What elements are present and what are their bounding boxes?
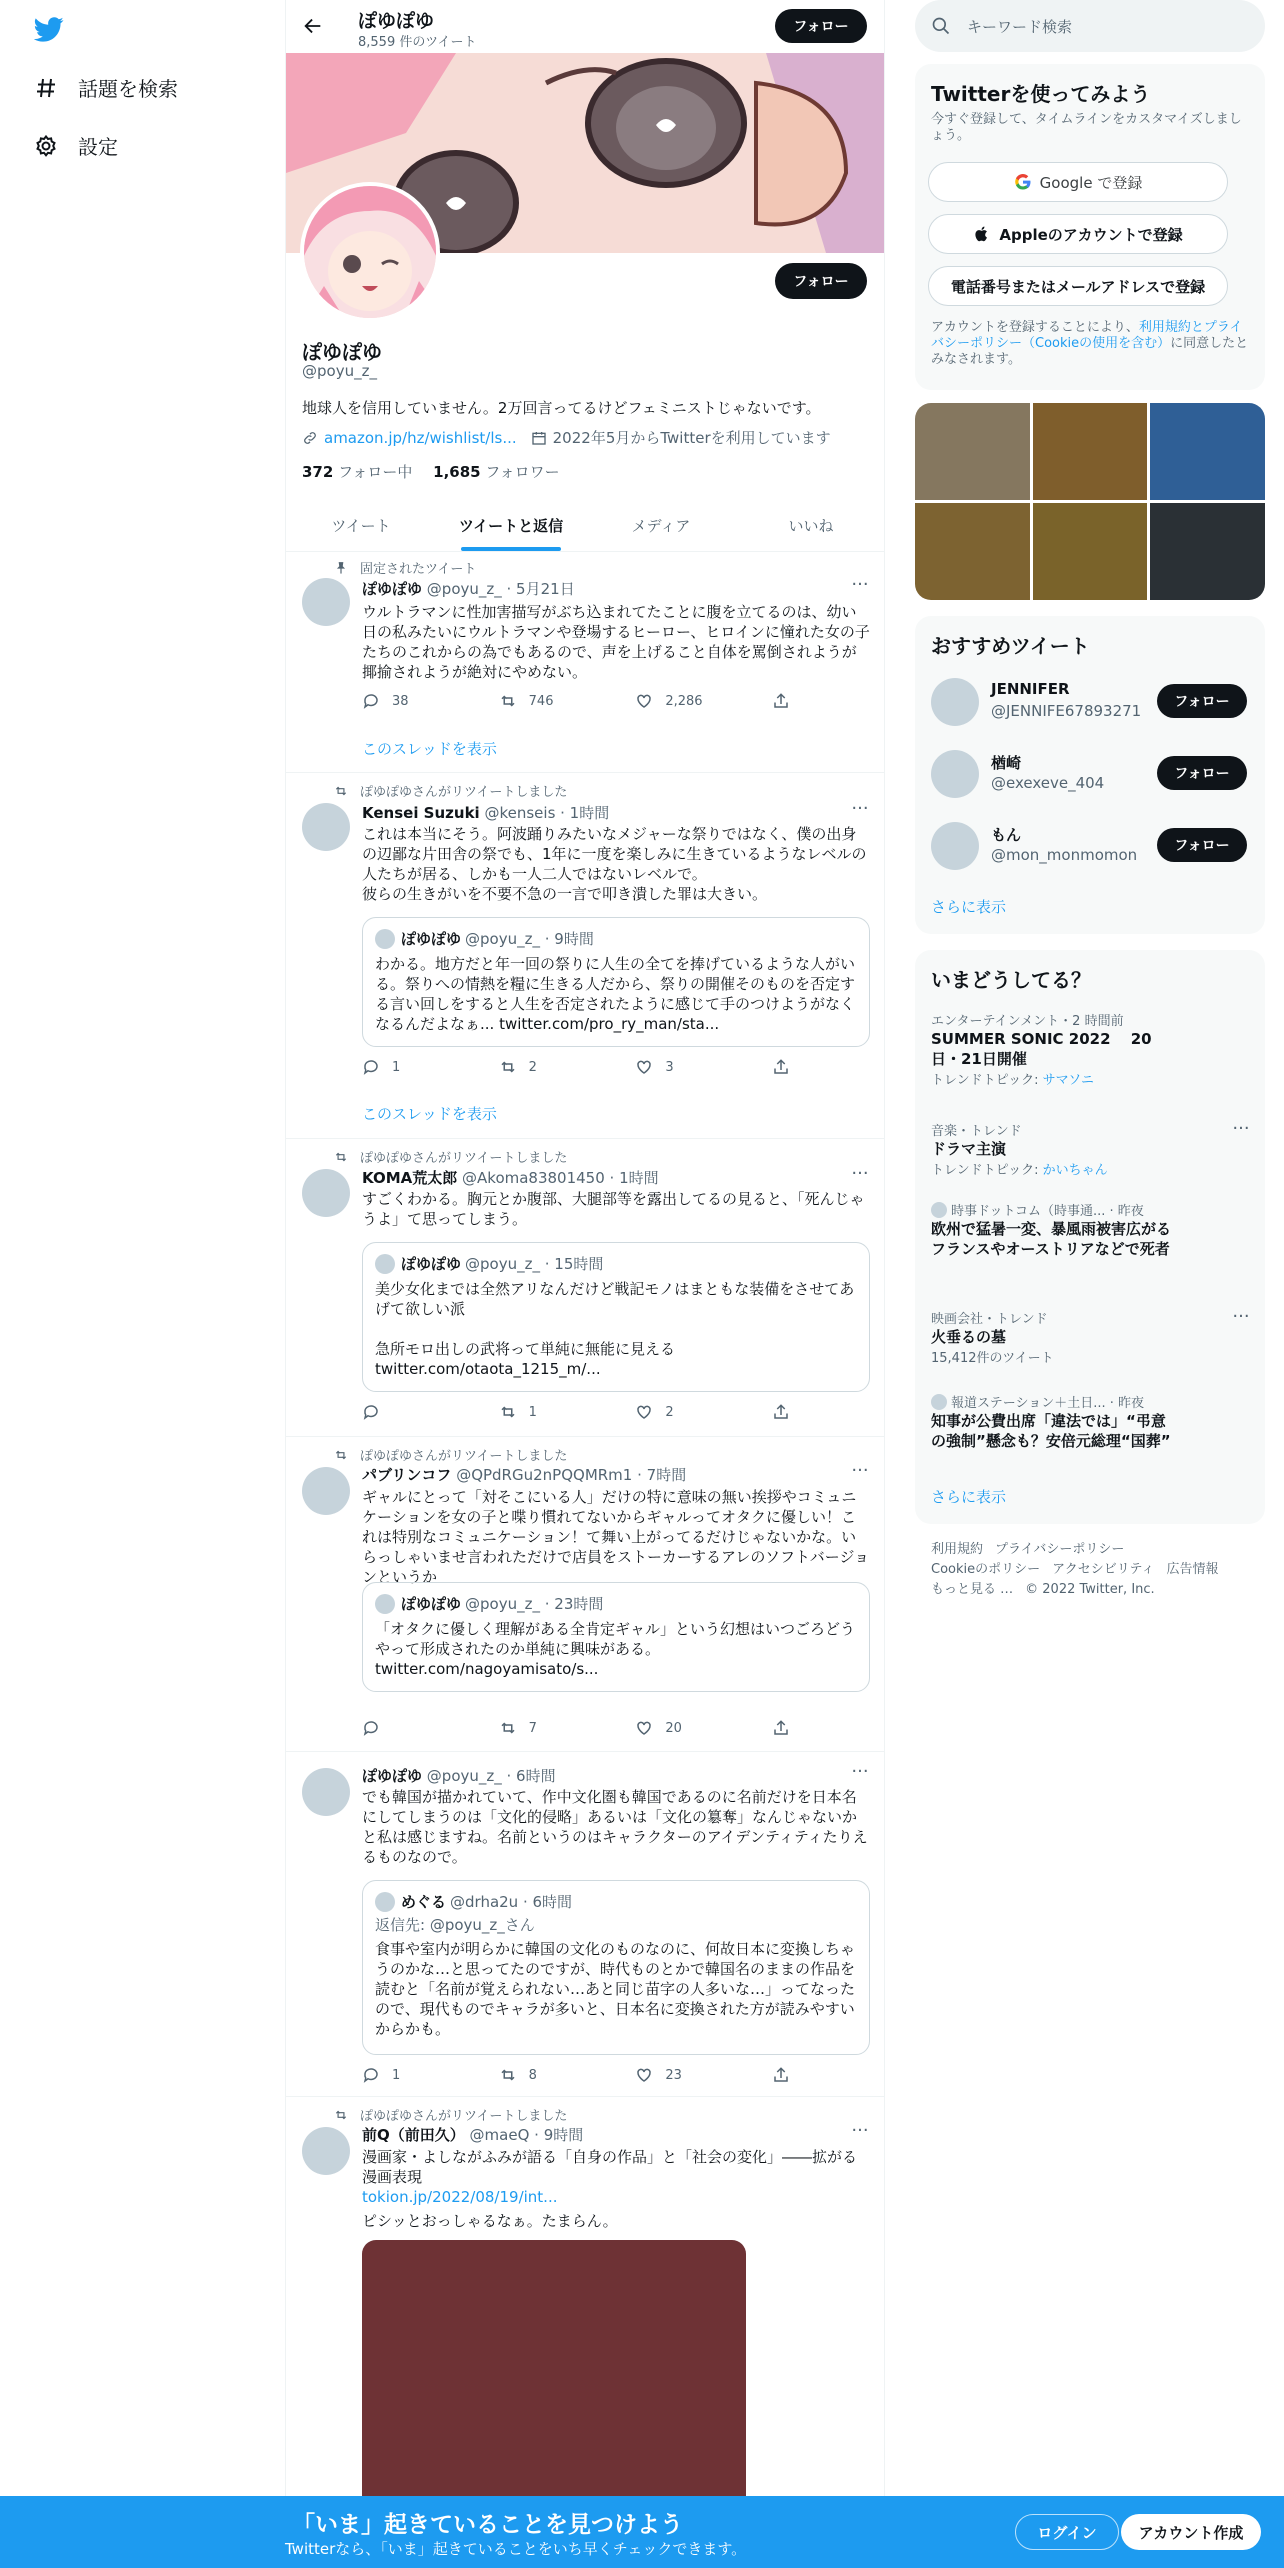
rec-name: JENNIFER — [991, 680, 1070, 698]
profile-topbar — [286, 0, 885, 53]
link-icon — [302, 430, 318, 446]
apple-icon — [973, 225, 991, 243]
trends-title: いまどうしてる？ — [931, 968, 1091, 992]
signup-subtitle: 今すぐ登録して、タイムラインをカスタマイズしましょう。 — [931, 112, 1242, 143]
phone-email-signup-button[interactable]: 電話番号またはメールアドレスで登録 — [928, 266, 1228, 306]
quoted-tweet[interactable] — [362, 1242, 870, 1392]
share-icon — [772, 2066, 790, 2084]
reply-icon — [362, 1058, 380, 1076]
source-avatar — [931, 1394, 947, 1410]
rec-name: 楢崎 — [991, 754, 1022, 772]
avatar-illustration — [304, 186, 436, 318]
footer-link[interactable]: プライバシーポリシー — [995, 1542, 1125, 1557]
nav-settings-label: 設定 — [78, 135, 118, 159]
recommended-user[interactable] — [931, 672, 1251, 732]
retweet-icon — [334, 1150, 348, 1164]
footer-link[interactable]: アクセシビリティ — [1052, 1562, 1155, 1577]
signup-panel — [915, 64, 1265, 390]
quote-text: わかる。地方だと年一回の祭りに人生の全てを捧げているような人がいる。祭りへの情熱を糧に生きる人だから、祭りの開催そのものを否定する言い回しをすると人生を否定されたように感じて手のつけようがなくなるんだよなぁ... twitter.com/pro_ry_man/sta... — [375, 955, 856, 1033]
show-thread-link[interactable]: このスレッドを表示 — [362, 740, 497, 758]
bottom-bar-title: 「いま」起きていることを見つけよう — [292, 2512, 683, 2538]
quote-avatar — [375, 1594, 395, 1614]
avatar[interactable] — [302, 578, 350, 626]
retweet-icon — [334, 1448, 348, 1462]
quote-reply-to: 返信先: @poyu_z_さん — [375, 1916, 535, 1934]
quote-header: ぽゆぽゆ @poyu_z_ · 23時間 — [375, 1593, 603, 1614]
apple-signup-button[interactable]: Appleのアカウントで登録 — [928, 214, 1228, 254]
more-options-icon[interactable]: ··· — [851, 798, 869, 819]
more-options-icon[interactable]: ··· — [1232, 1306, 1250, 1327]
avatar[interactable] — [302, 1467, 350, 1515]
media-grid — [915, 403, 1265, 600]
tweet[interactable] — [286, 2097, 885, 2500]
show-more-link[interactable]: さらに表示 — [931, 1488, 1007, 1506]
avatar[interactable] — [302, 1768, 350, 1816]
trend-item[interactable]: 音楽・トレンド ドラマ主演 トレンドトピック: かいちゃん ··· — [931, 1118, 1250, 1178]
media-thumb[interactable] — [1033, 403, 1148, 500]
following-link[interactable]: 372 フォロー中 — [302, 463, 413, 481]
share-icon — [772, 1058, 790, 1076]
reply-icon — [362, 1403, 380, 1421]
reply-button[interactable]: 38 — [362, 692, 472, 710]
search-placeholder: キーワード検索 — [967, 17, 1073, 36]
reply-icon — [362, 2066, 380, 2084]
reply-button[interactable] — [362, 1403, 472, 1421]
share-icon — [772, 692, 790, 710]
heart-icon — [635, 692, 653, 710]
share-button[interactable] — [772, 1403, 802, 1421]
quote-avatar — [375, 1254, 395, 1274]
retweet-icon — [499, 1403, 517, 1421]
retweet-icon — [499, 692, 517, 710]
tweet-social-context: ぽゆぽゆさんがリツイートしました — [334, 1445, 567, 1464]
google-signup-button[interactable]: Google で登録 — [928, 162, 1228, 202]
heart-icon — [635, 1058, 653, 1076]
avatar[interactable] — [302, 803, 350, 851]
tweet-header: Kensei Suzuki @kenseis · 1時間 — [362, 804, 610, 822]
avatar[interactable] — [302, 1169, 350, 1217]
profile-handle: @poyu_z_ — [302, 362, 377, 380]
reply-button[interactable] — [362, 1719, 472, 1737]
trend-item[interactable]: 映画会社・トレンド 火垂るの墓 15,412件のツイート ··· — [931, 1306, 1250, 1366]
more-options-icon[interactable]: ··· — [851, 1163, 869, 1184]
retweet-button[interactable]: 7 — [499, 1719, 609, 1737]
recommended-title: おすすめツイート — [931, 634, 1090, 658]
tweet-text: 漫画家・よしながふみが語る「自身の作品」と「社会の変化」――拡がる漫画表現 tokion.jp/2022/08/19/int... — [362, 2148, 858, 2206]
recommended-user[interactable] — [931, 816, 1251, 876]
recommended-user[interactable] — [931, 744, 1251, 804]
quote-header: めぐる @drha2u · 6時間 — [375, 1891, 572, 1912]
quoted-tweet[interactable] — [362, 917, 870, 1047]
tweet-actions — [362, 1403, 802, 1421]
retweet-button[interactable]: 1 — [499, 1403, 609, 1421]
terms-link[interactable]: 利用規約とプライバシーポリシー（Cookieの使用を含む） — [931, 320, 1243, 351]
tab-media[interactable]: メディア — [631, 517, 691, 535]
tweet-text: でも韓国が描かれていて、作中文化圏も韓国であるのに名前だけを日本名にしてしまうのは「文化的侵略」あるいは「文化の簒奪」なんじゃないかと私は感じますね。名前というのはキャラクターのアイデンティティたりえるものなので。 — [362, 1788, 868, 1866]
tweet[interactable] — [286, 1437, 885, 1752]
tweet-actions — [362, 692, 802, 710]
calendar-icon — [531, 430, 547, 446]
quote-text: 「オタクに優しく理解がある全肯定ギャル」という幻想はいつごろどうやって形成されたのか単純に興味がある。 twitter.com/nagoyamisato/s... — [375, 1620, 856, 1678]
main-column — [285, 0, 885, 2500]
rec-handle: @exexeve_404 — [991, 774, 1105, 792]
bottom-signup-bar — [0, 2496, 1284, 2568]
avatar — [931, 750, 979, 798]
share-icon — [772, 1403, 790, 1421]
retweet-icon — [499, 1058, 517, 1076]
tweet[interactable] — [286, 552, 885, 773]
quote-avatar — [375, 1892, 395, 1912]
follow-button[interactable]: フォロー — [775, 263, 867, 299]
profile-bio: 地球人を信用していません。2万回言ってるけどフェミニストじゃないです。 — [302, 399, 821, 417]
twitter-logo-icon[interactable] — [34, 14, 64, 44]
profile-name: ぽゆぽゆ — [302, 340, 382, 364]
signup-terms: アカウントを登録することにより、利用規約とプライバシーポリシー（Cookieの使用を含む）に同意したとみなされます。 — [931, 320, 1249, 367]
tweet[interactable] — [286, 1139, 885, 1437]
tweet-link[interactable]: tokion.jp/2022/08/19/int... — [362, 2188, 558, 2206]
copyright: © 2022 Twitter, Inc. — [1025, 1582, 1155, 1597]
retweet-icon — [499, 1719, 517, 1737]
like-button[interactable]: 2 — [635, 1403, 745, 1421]
follow-button[interactable]: フォロー — [1157, 684, 1247, 718]
quote-header: ぽゆぽゆ @poyu_z_ · 9時間 — [375, 928, 594, 949]
pin-icon — [334, 561, 348, 575]
nav-explore-label: 話題を検索 — [78, 77, 178, 101]
google-icon — [1014, 173, 1032, 191]
share-button[interactable] — [772, 692, 802, 710]
gear-icon — [34, 134, 58, 158]
footer-link[interactable]: 広告情報 — [1166, 1562, 1219, 1577]
quoted-tweet[interactable] — [362, 1880, 870, 2055]
tweet-social-context: 固定されたツイート — [334, 558, 476, 577]
share-button[interactable] — [772, 2066, 802, 2084]
quoted-tweet[interactable] — [362, 1582, 870, 1692]
profile-link[interactable]: amazon.jp/hz/wishlist/ls... — [324, 428, 517, 447]
media-thumb[interactable] — [915, 503, 1030, 600]
rec-handle: @JENNIFE67893271 — [991, 702, 1142, 720]
like-button[interactable]: 2,286 — [635, 692, 745, 710]
topbar-tweet-count: 8,559 件のツイート — [358, 35, 477, 50]
profile-follow-counts — [302, 461, 560, 482]
signup-title: Twitterを使ってみよう — [931, 82, 1151, 106]
reply-button[interactable]: 1 — [362, 2066, 472, 2084]
tweet-text: ギャルにとって「対そこにいる人」だけの特に意味の無い挨拶やコミュニケーションを女の子と喋り慣れてないからギャルってオタクに優しい！これは特別なコミュニケーション！て舞い上がってるだけじゃないかな。いらっしゃいませ言われただけで店員をストーカーするアレのソフトバージョンというか — [362, 1488, 870, 1586]
tweet-text-comment: ピシッとおっしゃるなぁ。たまらん。 — [362, 2212, 618, 2230]
quote-avatar — [375, 929, 395, 949]
quote-text: 美少女化までは全然アリなんだけど戦記モノはまともな装備をさせてあげて欲しい派 急所モロ出しの武将って単純に無能に見える twitter.com/otaota_1215_m/... — [375, 1280, 855, 1378]
media-thumb[interactable] — [915, 403, 1030, 500]
footer-link[interactable]: 利用規約 — [931, 1542, 984, 1557]
quote-text: 食事や室内が明らかに韓国の文化のものなのに、何故日本に変換しちゃうのかな…と思ってたのですが、時代ものとかで韓国名のままの作品を読むと「名前が覚えられない…あと同じ苗字の人多いな…」ってなったので、現代ものでキャラが多いと、日本名に変換された方が読みやすいからかも。 — [375, 1940, 856, 2038]
follow-button[interactable]: フォロー — [1157, 828, 1247, 862]
tab-likes[interactable]: いいね — [788, 517, 834, 535]
avatar[interactable] — [302, 2127, 350, 2175]
tweet-text: すごくわかる。胸元とか腹部、大腿部等を露出してるの見ると、「死んじゃうよ」て思ってしまう。 — [362, 1190, 865, 1228]
recommended-panel — [915, 616, 1265, 934]
topbar-name: ぽゆぽゆ — [358, 10, 435, 32]
tweet-header: ぽゆぽゆ @poyu_z_ · 6時間 — [362, 1767, 556, 1785]
tweet-actions — [362, 2066, 802, 2084]
retweet-icon — [334, 2108, 348, 2122]
avatar — [931, 822, 979, 870]
more-options-icon[interactable]: ··· — [851, 574, 869, 595]
retweet-button[interactable]: 8 — [499, 2066, 609, 2084]
heart-icon — [635, 1719, 653, 1737]
retweet-icon — [334, 784, 348, 798]
trends-panel — [915, 950, 1265, 1524]
footer-link[interactable]: もっと見る … — [931, 1582, 1014, 1597]
share-button[interactable] — [772, 1719, 802, 1737]
tweet-header: 前Q（前田久） @maeQ · 9時間 — [362, 2126, 584, 2144]
search-icon — [931, 16, 951, 36]
retweet-button[interactable]: 746 — [499, 692, 609, 710]
create-account-button[interactable]: アカウント作成 — [1121, 2514, 1261, 2550]
tweet-text: ウルトラマンに性加害描写がぶち込まれてたことに腹を立てるのは、幼い日の私みたいにウルトラマンや登場するヒーロー、ヒロインに憧れた女の子たちのこれからの為でもあるので、声を上げること自体を罵倒されようが揶揄されようが絶対にやめない。 — [362, 603, 870, 681]
followers-link[interactable]: 1,685 フォロワー — [433, 463, 560, 481]
media-thumb[interactable] — [1033, 503, 1148, 600]
login-button[interactable]: ログイン — [1015, 2514, 1119, 2550]
retweet-button[interactable]: 2 — [499, 1058, 609, 1076]
media-thumb[interactable] — [1150, 403, 1265, 500]
left-nav — [0, 0, 285, 2568]
follow-button[interactable]: フォロー — [1157, 756, 1247, 790]
share-icon — [772, 1719, 790, 1737]
tweet-header: KOMA荒太郎 @Akoma83801450 · 1時間 — [362, 1169, 659, 1187]
avatar — [931, 678, 979, 726]
tweet-social-context: ぽゆぽゆさんがリツイートしました — [334, 781, 567, 800]
back-arrow-icon[interactable] — [302, 15, 324, 37]
tweet-social-context: ぽゆぽゆさんがリツイートしました — [334, 2105, 567, 2124]
show-more-link[interactable]: さらに表示 — [931, 898, 1007, 916]
profile-joined: 2022年5月からTwitterを利用しています — [552, 429, 831, 447]
tab-tweets[interactable]: ツイート — [331, 517, 391, 535]
tweet-header: ぽゆぽゆ @poyu_z_ · 5月21日 — [362, 580, 575, 598]
tweet-media-image[interactable] — [362, 2240, 746, 2500]
retweet-icon — [499, 2066, 517, 2084]
profile-avatar[interactable] — [300, 182, 440, 322]
more-options-icon[interactable]: ··· — [851, 1761, 869, 1782]
rec-name: もん — [991, 826, 1022, 844]
tweet-social-context: ぽゆぽゆさんがリツイートしました — [334, 1147, 567, 1166]
tweet-actions — [362, 1058, 802, 1076]
nav-explore[interactable] — [34, 73, 178, 102]
tab-tweets-and-replies[interactable]: ツイートと返信 — [436, 500, 586, 551]
tweet-actions — [362, 1719, 802, 1737]
tweet-text: これは本当にそう。阿波踊りみたいなメジャーな祭りではなく、僕の出身の辺鄙な片田舎の祭でも、1年に一度を楽しみに生きているようなレベルの人たちが居る、しかも一人二人ではないレベルで。 彼らの生きがいを不要不急の一言で叩き潰した罪は大きい。 — [362, 825, 867, 903]
more-options-icon[interactable]: ··· — [851, 2120, 869, 2141]
hashtag-icon — [34, 76, 58, 100]
heart-icon — [635, 2066, 653, 2084]
like-button[interactable]: 23 — [635, 2066, 745, 2084]
footer-links — [931, 1540, 1251, 1600]
more-options-icon[interactable]: ··· — [1232, 1118, 1250, 1139]
heart-icon — [635, 1403, 653, 1421]
tweet[interactable] — [286, 773, 885, 1139]
like-button[interactable]: 20 — [635, 1719, 745, 1737]
show-thread-link[interactable]: このスレッドを表示 — [362, 1105, 497, 1123]
tweet-header: パブリンコフ @QPdRGu2nPQQMRm1 · 7時間 — [362, 1466, 687, 1484]
like-button[interactable]: 3 — [635, 1058, 745, 1076]
reply-icon — [362, 1719, 380, 1737]
trend-item[interactable]: 時事ドットコム（時事通... · 昨夜 欧州で猛暑一変、暴風雨被害広がる フランスやオーストリアなどで死者 — [931, 1200, 1251, 1259]
trend-item[interactable]: エンターテインメント・2 時間前 SUMMER SONIC 2022 20日・21日開催 トレンドトピック: サマソニ — [931, 1014, 1152, 1088]
search-bar[interactable] — [915, 0, 1265, 52]
share-button[interactable] — [772, 1058, 802, 1076]
tweet[interactable] — [286, 1752, 885, 2097]
profile-meta — [302, 427, 831, 448]
reply-icon — [362, 692, 380, 710]
nav-settings[interactable] — [34, 131, 118, 160]
profile-tabs — [286, 500, 885, 552]
follow-button-top[interactable]: フォロー — [775, 9, 867, 43]
source-avatar — [931, 1202, 947, 1218]
quote-header: ぽゆぽゆ @poyu_z_ · 15時間 — [375, 1253, 603, 1274]
bottom-bar-subtitle: Twitterなら、「いま」起きていることをいち早くチェックできます。 — [285, 2540, 747, 2558]
rec-handle: @mon_monmomon — [991, 846, 1138, 864]
reply-button[interactable]: 1 — [362, 1058, 472, 1076]
trend-item[interactable]: 報道ステーション＋土日... · 昨夜 知事が公費出席「違法では」“弔意の強制”懸念も？安倍元総理“国葬” — [931, 1392, 1251, 1451]
more-options-icon[interactable]: ··· — [851, 1460, 869, 1481]
media-thumb[interactable] — [1150, 503, 1265, 600]
footer-link[interactable]: Cookieのポリシー — [931, 1562, 1041, 1577]
